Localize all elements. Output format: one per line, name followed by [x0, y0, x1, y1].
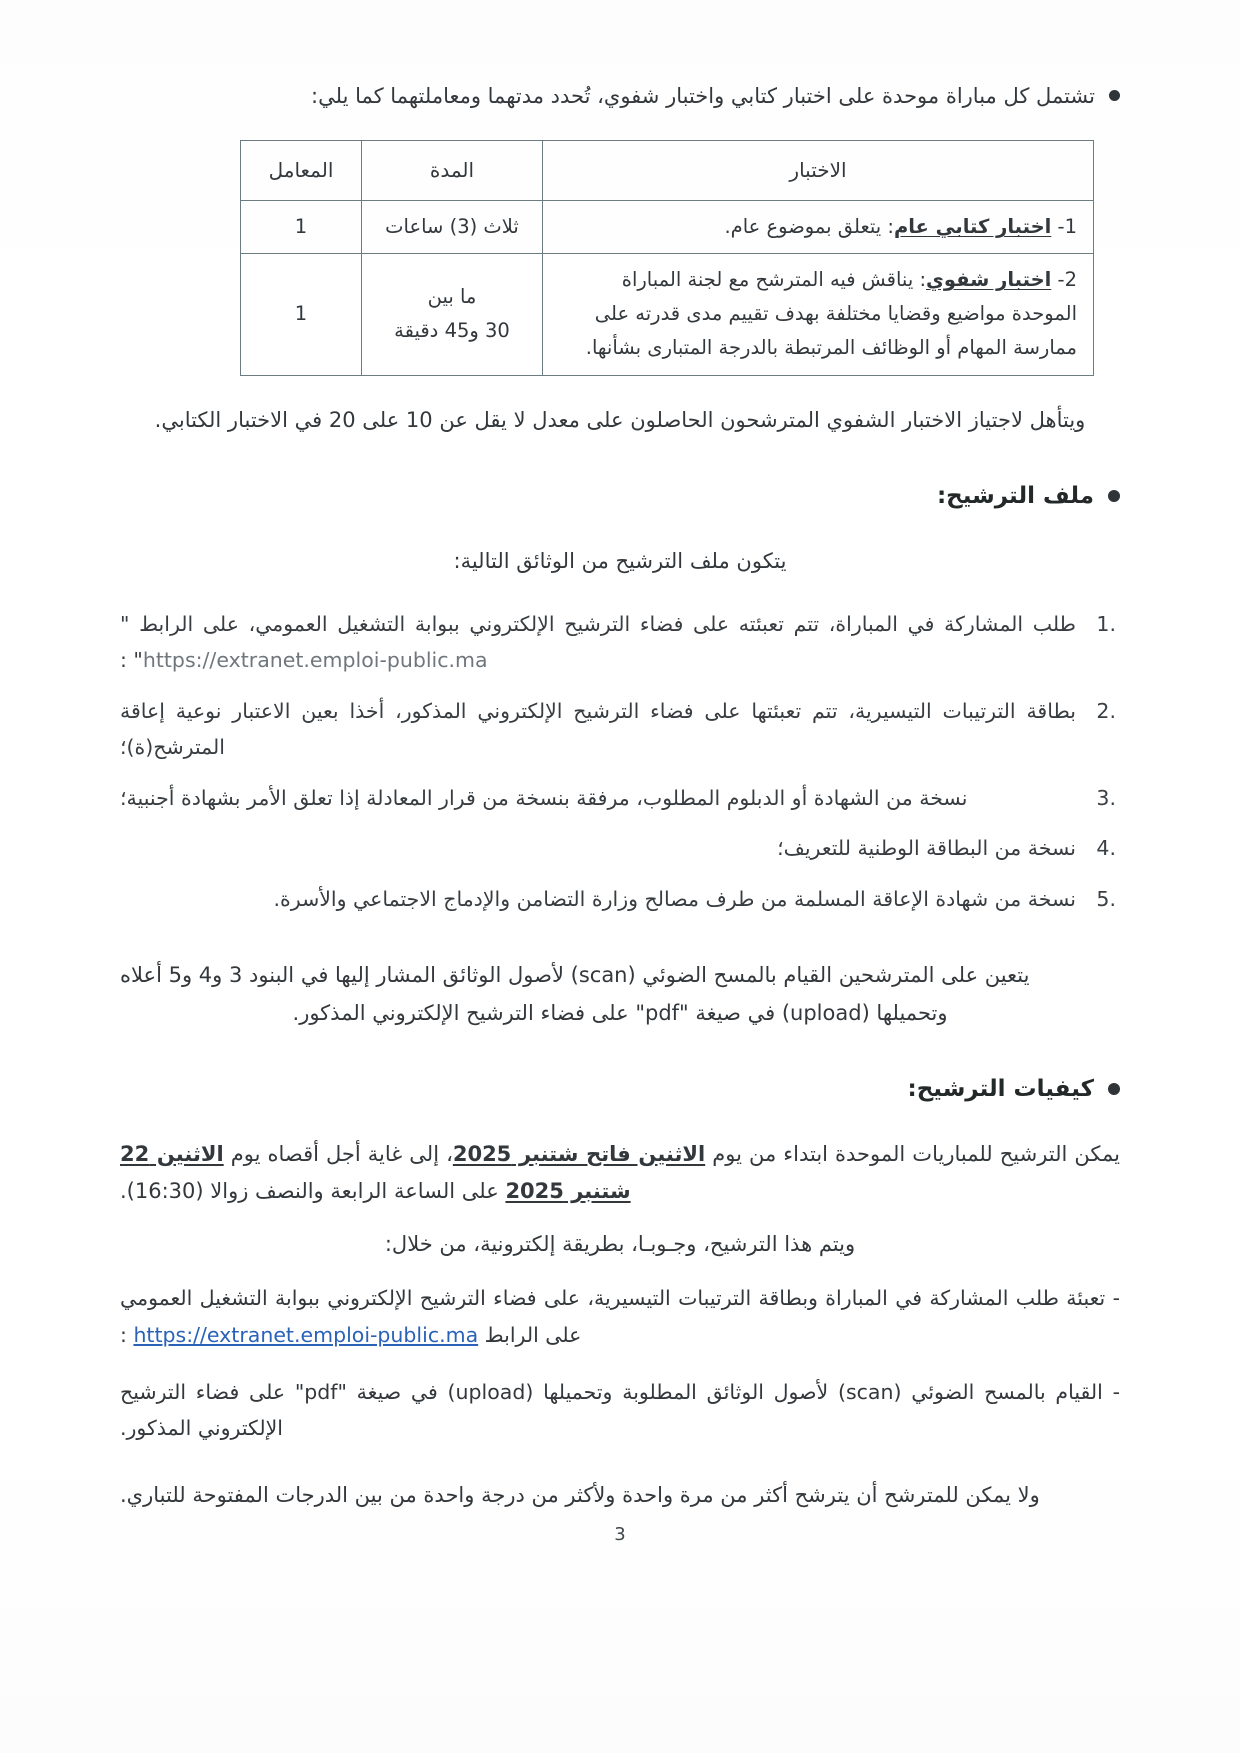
exam-rest-2: : يناقش فيه المترشح مع لجنة المباراة الموحدة مواضيع وقضايا مختلفة بهدف تقييم مدى قدرته على ممارسة المهام أو الوظائف المرتبطة بالدرجة المتبارى بشأنها. [585, 268, 1077, 360]
cell-coefficient-2: 1 [241, 254, 362, 375]
electronic-submission-line: ويتم هذا الترشيح، وجـوبـا، بطريقة إلكترونية، من خلال: [384, 1232, 856, 1257]
th-coefficient: المعامل [241, 141, 362, 201]
section-heading-file-text: ملف الترشيح: [936, 482, 1094, 509]
page-number: 3 [614, 1524, 626, 1545]
item-1-url: https://extranet.emploi-public.ma [142, 648, 488, 673]
modalities-dates-paragraph [120, 1136, 1120, 1211]
dates-part-1: يمكن الترشيح للمباريات الموحدة ابتداء من يوم [705, 1141, 1120, 1166]
exam-index-1: 1- [1057, 215, 1077, 239]
file-intro-paragraph: يتكون ملف الترشيح من الوثائق التالية: [453, 548, 787, 573]
item-5-text: نسخة من شهادة الإعاقة المسلمة من طرف مصالح وزارة التضامن والإدماج الاجتماعي والأسرة. [273, 886, 1076, 911]
cell-duration-1: ثلاث (3) ساعات [362, 201, 543, 254]
list-item [120, 606, 1120, 679]
duration-line-1: ما بين [427, 285, 477, 309]
exam-label-1: اختبار كتابي عام [893, 215, 1052, 239]
modality-bullet-1 [120, 1280, 1120, 1354]
bullet-dot-icon [1109, 90, 1120, 101]
list-item [120, 830, 1120, 866]
dates-part-3: على الساعة الرابعة والنصف زوالا (16:30). [120, 1178, 506, 1203]
exam-table [240, 140, 1094, 376]
final-paragraph: ولا يمكن للمترشح أن يترشح أكثر من مرة واحدة ولأكثر من درجة واحدة من بين الدرجات المفتوحة للتباري. [120, 1483, 1040, 1508]
cell-duration-2 [362, 254, 543, 375]
list-item [120, 780, 1120, 816]
exam-rest-1: : يتعلق بموضوع عام. [724, 215, 894, 239]
scan-note-line-1: يتعين على المترشحين القيام بالمسح الضوئي (scan) لأصول الوثائق المشار إليها في البنود 3 و4 و5 أعلاه [120, 963, 1030, 988]
modality-1-text-after: : [120, 1322, 134, 1347]
exam-index-2: 2- [1057, 268, 1077, 292]
th-duration: المدة [362, 141, 543, 201]
page-content [120, 78, 1120, 1515]
modality-1-text-before: - تعبئة طلب المشاركة في المباراة وبطاقة الترتيبات التيسيرية، على فضاء الترشيح الإلكتروني ببوابة التشغيل العمومي على الرابط [120, 1285, 1120, 1347]
cell-exam-1 [543, 201, 1094, 254]
section-heading-modalities [120, 1070, 1120, 1110]
after-table-paragraph: ويتأهل لاجتياز الاختبار الشفوي المترشحون الحاصلون على معدل لا يقل عن 10 على 20 في الاختبار الكتابي. [154, 407, 1086, 432]
section-heading-modalities-text: كيفيات الترشيح: [907, 1076, 1094, 1103]
documents-list [120, 606, 1120, 917]
list-item [120, 693, 1120, 766]
item-1-text-after: " : [120, 648, 143, 673]
modality-bullet-2: - القيام بالمسح الضوئي (scan) لأصول الوثائق المطلوبة وتحميلها (upload) في صيغة "pdf" على فضاء الترشيح الإلكتروني المذكور. [120, 1379, 1120, 1441]
intro-bullet [120, 78, 1120, 114]
item-3-text: نسخة من الشهادة أو الدبلوم المطلوب، مرفقة بنسخة من قرار المعادلة إذا تعلق الأمر بشهادة أجنبية؛ [120, 785, 968, 810]
table-row [241, 201, 1094, 254]
bullet-dot-icon [1108, 490, 1120, 502]
duration-line-2: 30 و45 دقيقة [394, 319, 510, 343]
list-item [120, 881, 1120, 917]
exam-label-2: اختبار شفوي [926, 268, 1052, 292]
bullet-dot-icon [1108, 1083, 1120, 1095]
end-date: الاثنين 22 شتنبر 2025 [120, 1141, 631, 1203]
cell-coefficient-1: 1 [241, 201, 362, 254]
cell-exam-2 [543, 254, 1094, 375]
th-exam: الاختبار [543, 141, 1094, 201]
item-1-text-before: طلب المشاركة في المباراة، تتم تعبئته على فضاء الترشيح الإلكتروني ببوابة التشغيل العمومي، على الرابط " [120, 611, 1076, 636]
item-2-text: بطاقة الترتيبات التيسيرية، تتم تعبئتها على فضاء الترشيح الإلكتروني المذكور، أخذا بعين الاعتبار نوعية إعاقة المترشح(ة)؛ [120, 698, 1076, 760]
dates-part-2: ، إلى غاية أجل أقصاه يوم [223, 1141, 453, 1166]
modality-1-url-link[interactable]: https://extranet.emploi-public.ma [133, 1322, 479, 1347]
item-4-text: نسخة من البطاقة الوطنية للتعريف؛ [777, 836, 1076, 861]
start-date: الاثنين فاتح شتنبر 2025 [452, 1141, 706, 1166]
table-header-row [241, 141, 1094, 201]
scan-note-line-2: وتحميلها (upload) في صيغة "pdf" على فضاء الترشيح الإلكتروني المذكور. [292, 1000, 948, 1025]
intro-bullet-text: تشتمل كل مباراة موحدة على اختبار كتابي واختبار شفوي، تُحدد مدتهما ومعاملتهما كما يلي: [311, 84, 1095, 108]
section-heading-file [120, 477, 1120, 517]
table-row [241, 254, 1094, 375]
